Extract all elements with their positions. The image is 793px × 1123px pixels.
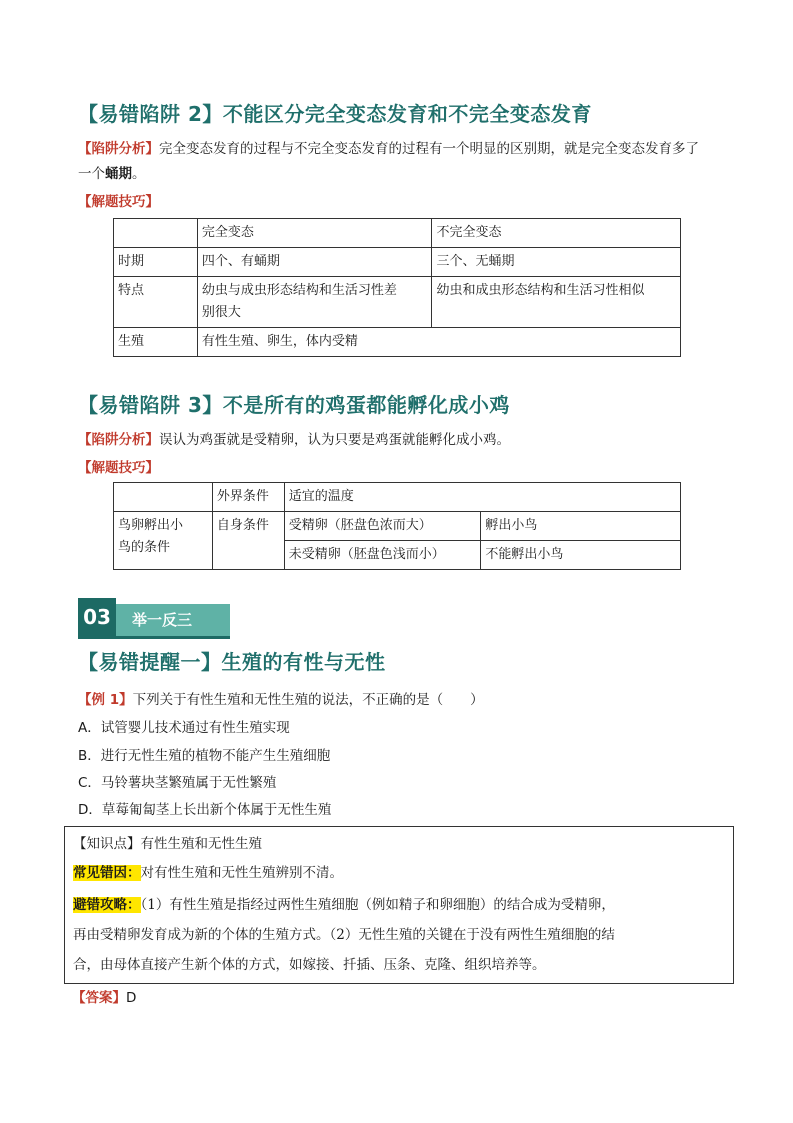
trap2-analysis: [78, 137, 699, 157]
question-text: 下列关于有性生殖和无性生殖的说法，不正确的是（ ）: [132, 692, 484, 708]
common-error: [73, 861, 343, 881]
table-cell: 孵出小鸟: [481, 512, 681, 541]
trap2-analysis-text: 完全变态发育的过程与不完全变态发育的过程有一个明显的区别期，就是完全变态发育多了: [159, 141, 699, 157]
strategy-label: 避错攻略：: [73, 897, 141, 913]
section-underline: [78, 636, 230, 639]
trap2-analysis-label: 【陷阱分析】: [78, 141, 159, 157]
table-cell: 幼虫和成虫形态结构和生活习性相似: [432, 277, 681, 328]
answer-label: 【答案】: [72, 990, 126, 1006]
internal-condition-label: 自身条件: [212, 512, 284, 570]
trap2-analysis-cont-suffix: 。: [132, 166, 146, 182]
example-label: 【例 1】: [78, 692, 133, 708]
table-cell-merged: 有性生殖、卵生，体内受精: [197, 328, 680, 357]
table-row: [114, 483, 681, 512]
trap2-analysis-cont: [78, 162, 146, 182]
table-header-complete: 完全变态: [197, 219, 432, 248]
trap3-analysis: [78, 428, 510, 448]
table-header-incomplete: 不完全变态: [432, 219, 681, 248]
strategy-line-1: [73, 893, 615, 913]
section-number-badge: 03: [78, 598, 116, 636]
option-b: B．进行无性生殖的植物不能产生生殖细胞: [78, 748, 331, 764]
strategy-text-1: （1）有性生殖是指经过两性生殖细胞（例如精子和卵细胞）的结合成为受精卵，: [140, 897, 615, 913]
common-error-label: 常见错因：: [73, 865, 141, 881]
table-row: [114, 512, 681, 541]
table-cell: 四个、有蛹期: [197, 248, 432, 277]
trap2-tips-label: 【解题技巧】: [78, 194, 159, 210]
table-cell: [114, 219, 198, 248]
common-error-text: 对有性生殖和无性生殖辨别不清。: [140, 865, 343, 881]
answer-value: D: [126, 990, 137, 1006]
external-condition-label: 外界条件: [212, 483, 284, 512]
option-a: A．试管婴儿技术通过有性生殖实现: [78, 720, 290, 736]
trap3-analysis-text: 误认为鸡蛋就是受精卵，认为只要是鸡蛋就能孵化成小鸡。: [159, 432, 510, 448]
table-cell: [114, 483, 213, 512]
table-row-label: 特点: [114, 277, 198, 328]
table-cell: 未受精卵（胚盘色浅而小）: [284, 541, 481, 570]
table-row: [114, 328, 681, 357]
table-row: [114, 248, 681, 277]
option-d: D．草莓匍匐茎上长出新个体属于无性生殖: [78, 802, 332, 818]
table-row-label: [114, 512, 213, 570]
table-row-label: 时期: [114, 248, 198, 277]
egg-hatching-table: [113, 482, 681, 570]
strategy-line-3: 合，由母体直接产生新个体的方式，如嫁接、扦插、压条、克隆、组织培养等。: [73, 957, 546, 973]
table-cell-line: 别很大: [201, 305, 241, 320]
trap3-title: 【易错陷阱 3】不是所有的鸡蛋都能孵化成小鸡: [78, 393, 510, 417]
knowledge-point: 【知识点】有性生殖和无性生殖: [73, 836, 262, 852]
section-title-bar: 举一反三: [116, 604, 230, 636]
trap2-title: 【易错陷阱 2】不能区分完全变态发育和不完全变态发育: [78, 102, 592, 126]
example1-question: [78, 688, 484, 708]
answer: [72, 986, 136, 1006]
table-cell: [197, 277, 432, 328]
metamorphosis-table: [113, 218, 681, 357]
table-row: [114, 277, 681, 328]
trap3-analysis-label: 【陷阱分析】: [78, 432, 159, 448]
table-cell-line: 幼虫与成虫形态结构和生活习性差: [201, 283, 397, 298]
knowledge-box: [64, 826, 734, 984]
table-cell-line: 鸟的条件: [118, 540, 171, 555]
trap2-analysis-cont-prefix: 一个: [78, 166, 105, 182]
table-cell-line: 鸟卵孵出小: [118, 518, 184, 533]
pupa-stage-term: 蛹期: [105, 166, 132, 182]
table-row-label: 生殖: [114, 328, 198, 357]
trap3-tips-label: 【解题技巧】: [78, 460, 159, 476]
table-row: [114, 219, 681, 248]
table-cell: 受精卵（胚盘色浓而大）: [284, 512, 481, 541]
table-cell: 三个、无蛹期: [432, 248, 681, 277]
external-condition-value: 适宜的温度: [284, 483, 680, 512]
option-c: C．马铃薯块茎繁殖属于无性繁殖: [78, 775, 277, 791]
reminder1-title: 【易错提醒一】生殖的有性与无性: [78, 650, 386, 674]
table-cell: 不能孵出小鸟: [481, 541, 681, 570]
strategy-line-2: 再由受精卵发育成为新的个体的生殖方式。（2）无性生殖的关键在于没有两性生殖细胞的结: [73, 927, 615, 943]
